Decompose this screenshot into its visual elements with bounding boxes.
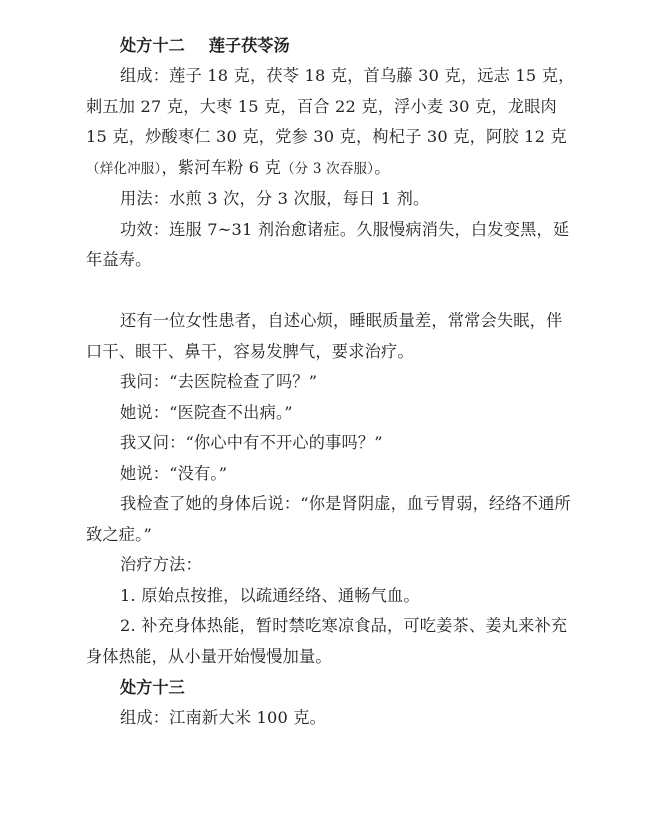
- dialogue-answer-1: 她说：“医院查不出病。”: [120, 402, 293, 422]
- case-narrative: [86, 306, 578, 672]
- prescription-12-title: 处方十二: [120, 36, 185, 55]
- dialogue-answer-2: 她说：“没有。”: [120, 463, 228, 483]
- case-intro: 还有一位女性患者，自述心烦，睡眠质量差，常常会失眠，伴口干、眼干、鼻干，容易发脾气，要求治疗。: [86, 311, 563, 361]
- dialogue-question-1: 我问：“去医院检查了吗？”: [120, 372, 318, 391]
- prescription-13-body: [86, 703, 578, 734]
- dialogue-question-2: 我又问：“你心中有不开心的事吗？”: [120, 433, 383, 452]
- prescription-12-name: 莲子茯苓汤: [208, 36, 290, 55]
- composition-note-1: （烊化冲服）: [86, 160, 162, 177]
- prescription-12-usage: 用法：水煎 3 次，分 3 次服，每日 1 剂。: [120, 189, 430, 208]
- composition-end: 。: [374, 157, 391, 177]
- prescription-12-effect: 功效：连服 7~31 剂治愈诸症。久服慢病消失，白发变黑，延年益寿。: [86, 219, 570, 269]
- prescription-13-heading: [120, 673, 185, 703]
- prescription-13-composition: 组成：江南新大米 100 克。: [120, 708, 327, 727]
- prescription-12-composition: [86, 61, 578, 184]
- prescription-12-heading: [120, 31, 290, 61]
- prescription-12-body: [86, 61, 578, 276]
- treatment-method-1: 1. 原始点按推，以疏通经络、通畅气血。: [120, 585, 420, 605]
- composition-main: 组成：莲子 18 克，茯苓 18 克，首乌藤 30 克，远志 15 克，刺五加 27 克，大枣 15 克，百合 22 克，浮小麦 30 克，龙眼肉 15 克，炒酸枣仁 30 克，党参 30 克，枸杞子 30 克，阿胶 12 克: [86, 66, 575, 146]
- prescription-13-title: 处方十三: [120, 678, 185, 697]
- treatment-method-title: 治疗方法：: [120, 555, 202, 574]
- treatment-method-2: 2. 补充身体热能，暂时禁吃寒凉食品，可吃姜茶、姜丸来补充身体热能，从小量开始慢慢加量。: [86, 616, 568, 666]
- diagnosis: 我检查了她的身体后说：“你是肾阴虚，血亏胃弱，经络不通所致之症。”: [86, 494, 571, 544]
- composition-tail: ，紫河车粉 6 克: [161, 157, 281, 177]
- composition-note-2: （分 3 次吞服）: [280, 160, 375, 177]
